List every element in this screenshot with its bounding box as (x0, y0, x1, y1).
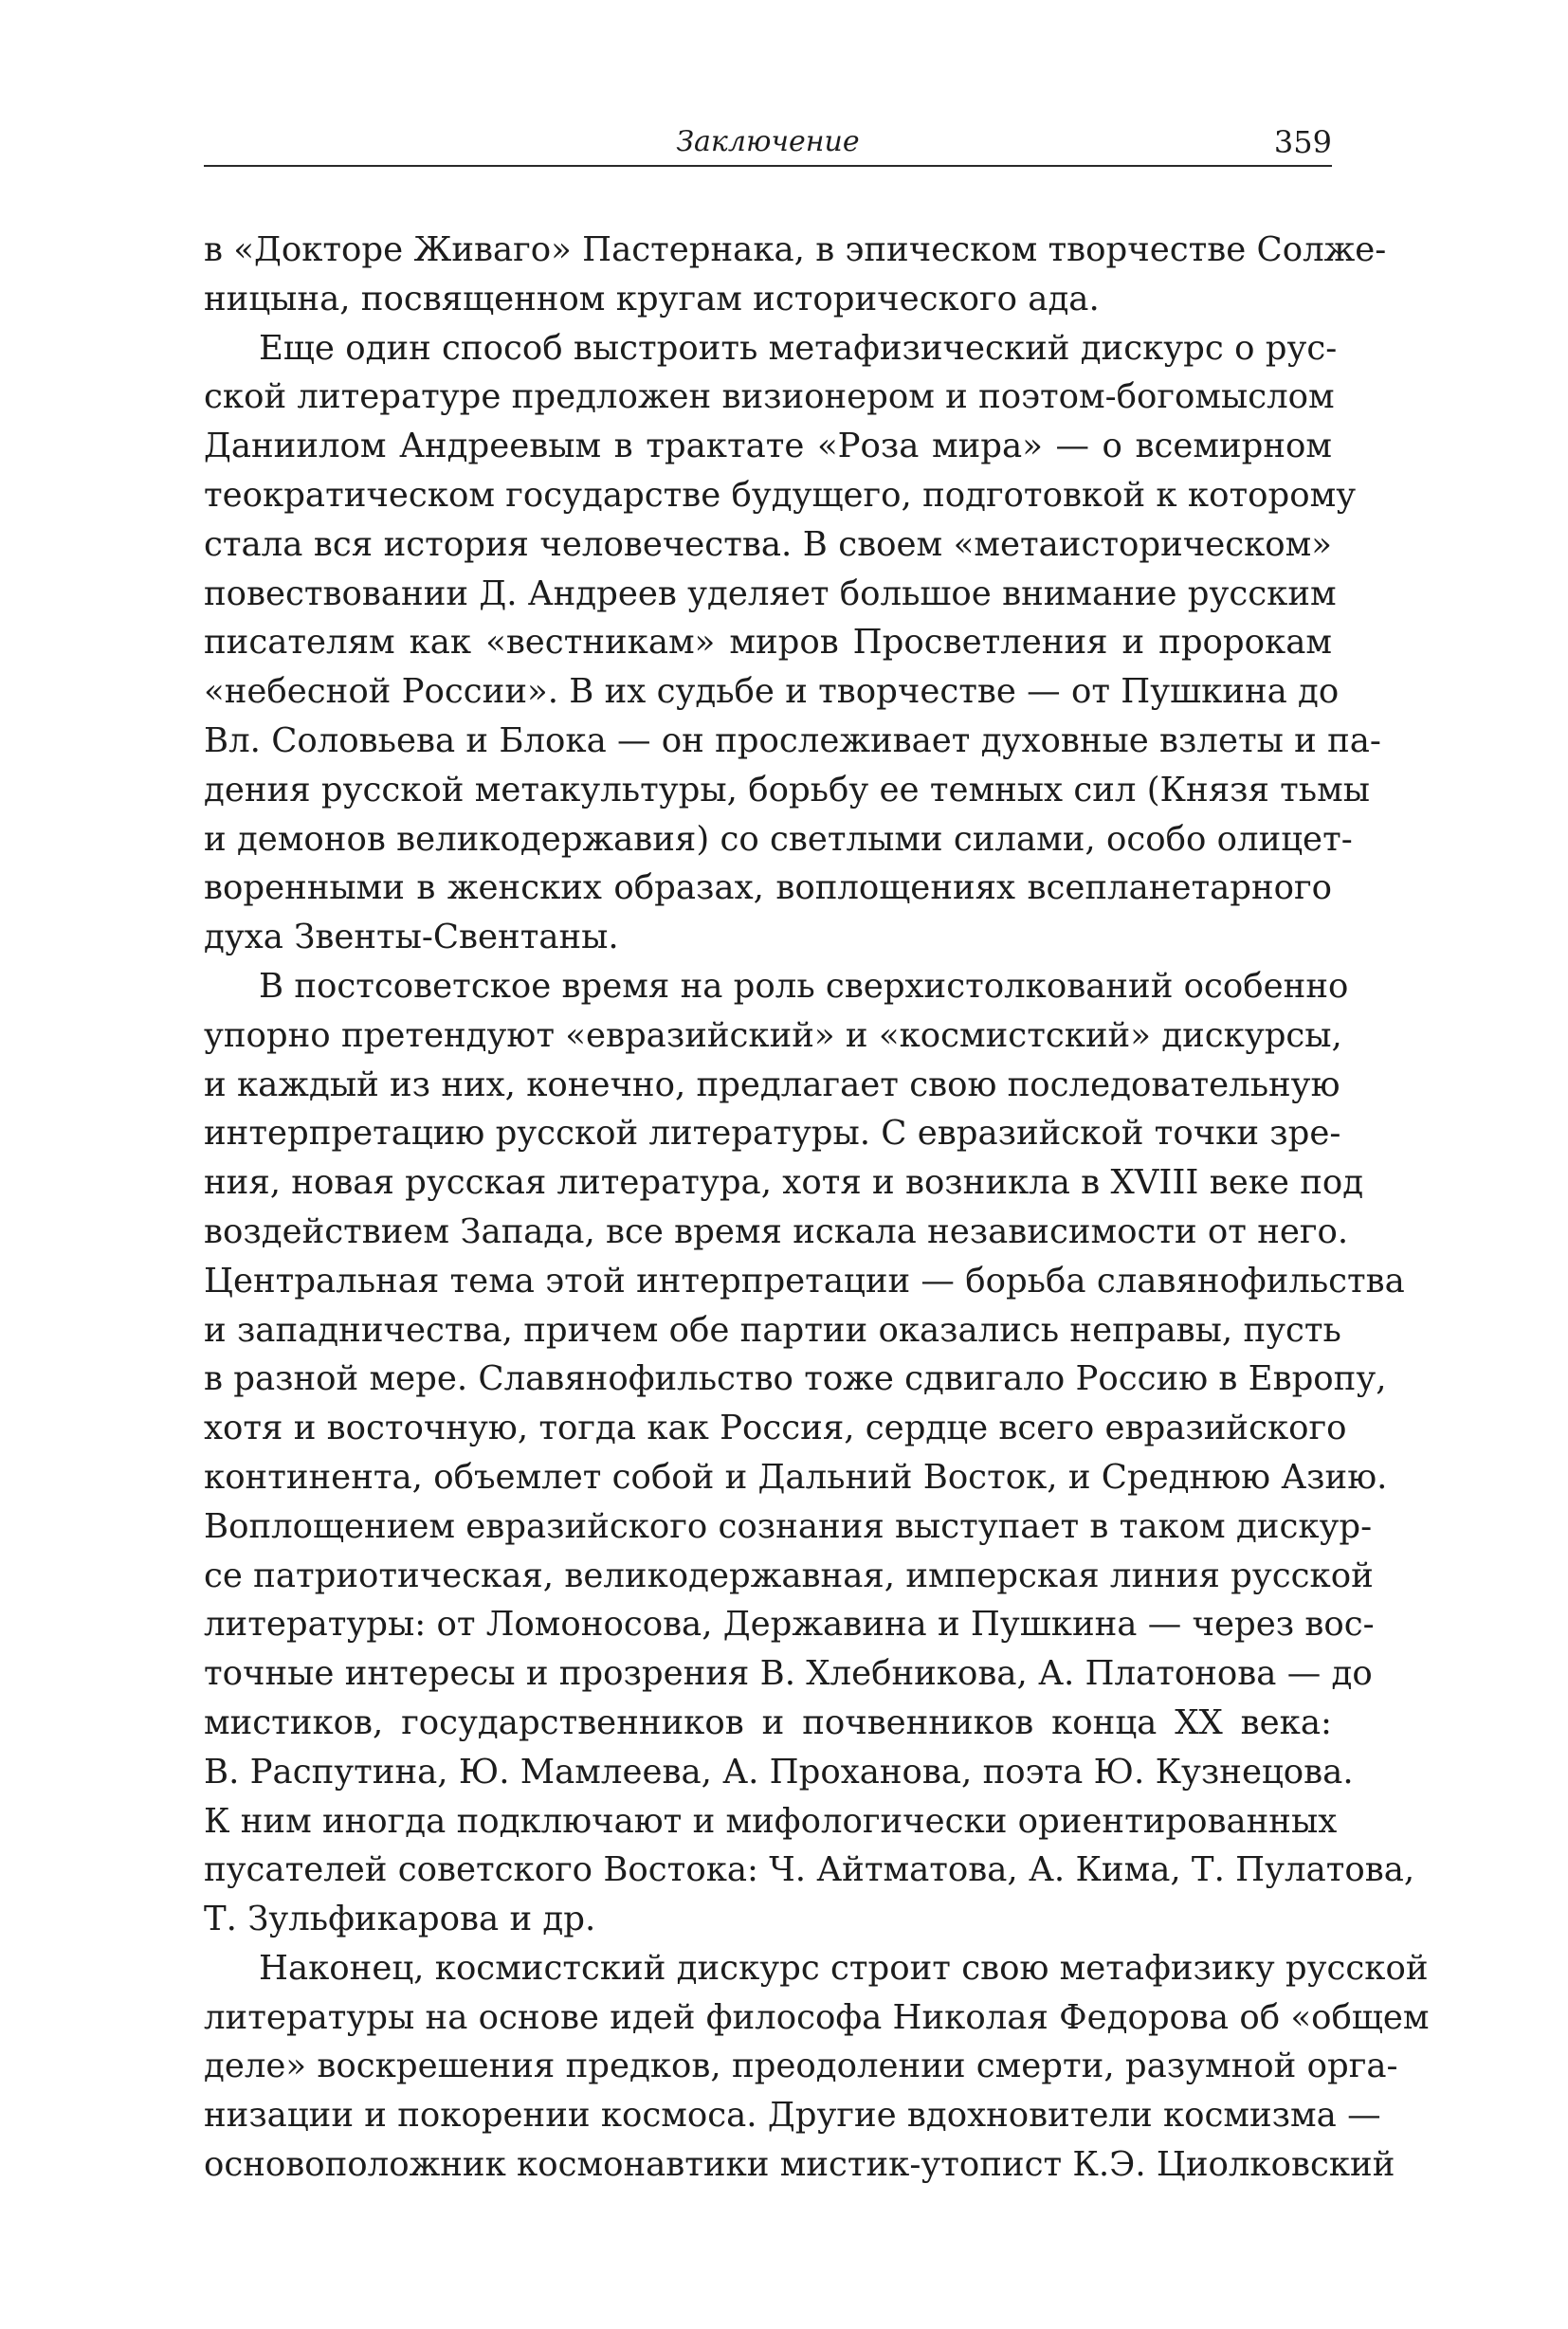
text-line: в разной мере. Славянофильство тоже сдвигало Россию в Европу, (204, 1359, 1387, 1399)
text-line: литературы: от Ломоносова, Державина и Пушкина — через вос- (204, 1605, 1375, 1645)
text-line: литературы на основе идей философа Николая Федорова об «общем (204, 1997, 1430, 2037)
text-line: ния, новая русская литература, хотя и возникла в XVIII веке под (204, 1163, 1364, 1203)
text-line: ской литературе предложен визионером и поэтом-богомыслом (204, 377, 1335, 417)
text-line: в «Докторе Живаго» Пастернака, в эпическом творчестве Солже- (204, 230, 1387, 269)
text-line: мистиков, государственников и почвенников конца XX века: (204, 1702, 1332, 1742)
text-line: интерпретацию русской литературы. С евразийской точки зре- (204, 1114, 1341, 1154)
text-line: континента, объемлет собой и Дальний Восток, и Среднюю Азию. (204, 1457, 1388, 1497)
text-line: упорно претендуют «евразийский» и «космистский» дискурсы, (204, 1015, 1342, 1055)
text-line: низации и покорении космоса. Другие вдохновители космизма — (204, 2096, 1381, 2136)
text-line: Наконец, космистский дискурс строит свою метафизику русской (259, 1948, 1429, 1988)
text-line: основоположник космонавтики мистик-утопист К.Э. Циолковский (204, 2145, 1395, 2185)
text-line: се патриотическая, великодержавная, имперская линия русской (204, 1556, 1374, 1595)
book-page (204, 0, 1430, 2329)
text-line: Воплощением евразийского сознания выступает в таком дискур- (204, 1506, 1373, 1546)
text-line: и западничества, причем обе партии оказались неправы, пусть (204, 1310, 1341, 1350)
text-line: пусателей советского Востока: Ч. Айтматова, А. Кима, Т. Пулатова, (204, 1850, 1415, 1890)
text-line: стала вся история человечества. В своем «метаисторическом» (204, 524, 1332, 564)
text-line: ницына, посвященном кругам исторического ада. (204, 279, 1100, 318)
text-line: дения русской метакультуры, борьбу ее темных сил (Князя тьмы (204, 770, 1370, 810)
paragraph (204, 324, 1381, 962)
text-line: Даниилом Андреевым в трактате «Роза мира» — о всемирном (204, 427, 1332, 466)
text-line: и каждый из них, конечно, предлагает свою последовательную (204, 1064, 1340, 1104)
paragraph (204, 226, 1387, 324)
paragraph (204, 1944, 1430, 2190)
text-line: Центральная тема этой интерпретации — борьба славянофильства (204, 1261, 1405, 1301)
text-line: писателям как «вестникам» миров Просветления и пророкам (204, 623, 1332, 663)
text-line: воздействием Запада, все время искала независимости от него. (204, 1211, 1349, 1251)
text-line: Вл. Соловьева и Блока — он прослеживает духовные взлеты и па- (204, 720, 1381, 760)
paragraph (204, 962, 1415, 1944)
text-line: В постсоветское время на роль сверхистолкований особенно (259, 966, 1349, 1006)
text-line: Еще один способ выстроить метафизический дискурс о рус- (259, 328, 1338, 368)
text-line: теократическом государстве будущего, подготовкой к которому (204, 475, 1357, 515)
text-line: хотя и восточную, тогда как Россия, сердце всего евразийского (204, 1409, 1347, 1448)
text-line: Т. Зульфикарова и др. (204, 1900, 596, 1939)
running-header (204, 121, 1332, 167)
page-number: 359 (1273, 124, 1332, 160)
text-body (204, 226, 1430, 2190)
text-line: К ним иногда подключают и мифологически ориентированных (204, 1801, 1338, 1841)
text-line: В. Распутина, Ю. Мамлеева, А. Проханова, поэта Ю. Кузнецова. (204, 1752, 1354, 1792)
text-line: деле» воскрешения предков, преодолении смерти, разумной орга- (204, 2047, 1398, 2086)
text-line: точные интересы и прозрения В. Хлебникова, А. Платонова — до (204, 1654, 1373, 1694)
text-line: и демонов великодержавия) со светлыми силами, особо олицет- (204, 819, 1353, 859)
text-line: духа Звенты-Свентаны. (204, 918, 619, 957)
running-title: Заключение (676, 125, 860, 158)
text-line: «небесной России». В их судьбе и творчестве — от Пушкина до (204, 672, 1340, 712)
text-line: воренными в женских образах, воплощениях всепланетарного (204, 868, 1332, 908)
text-line: повествовании Д. Андреев уделяет большое внимание русским (204, 573, 1337, 613)
